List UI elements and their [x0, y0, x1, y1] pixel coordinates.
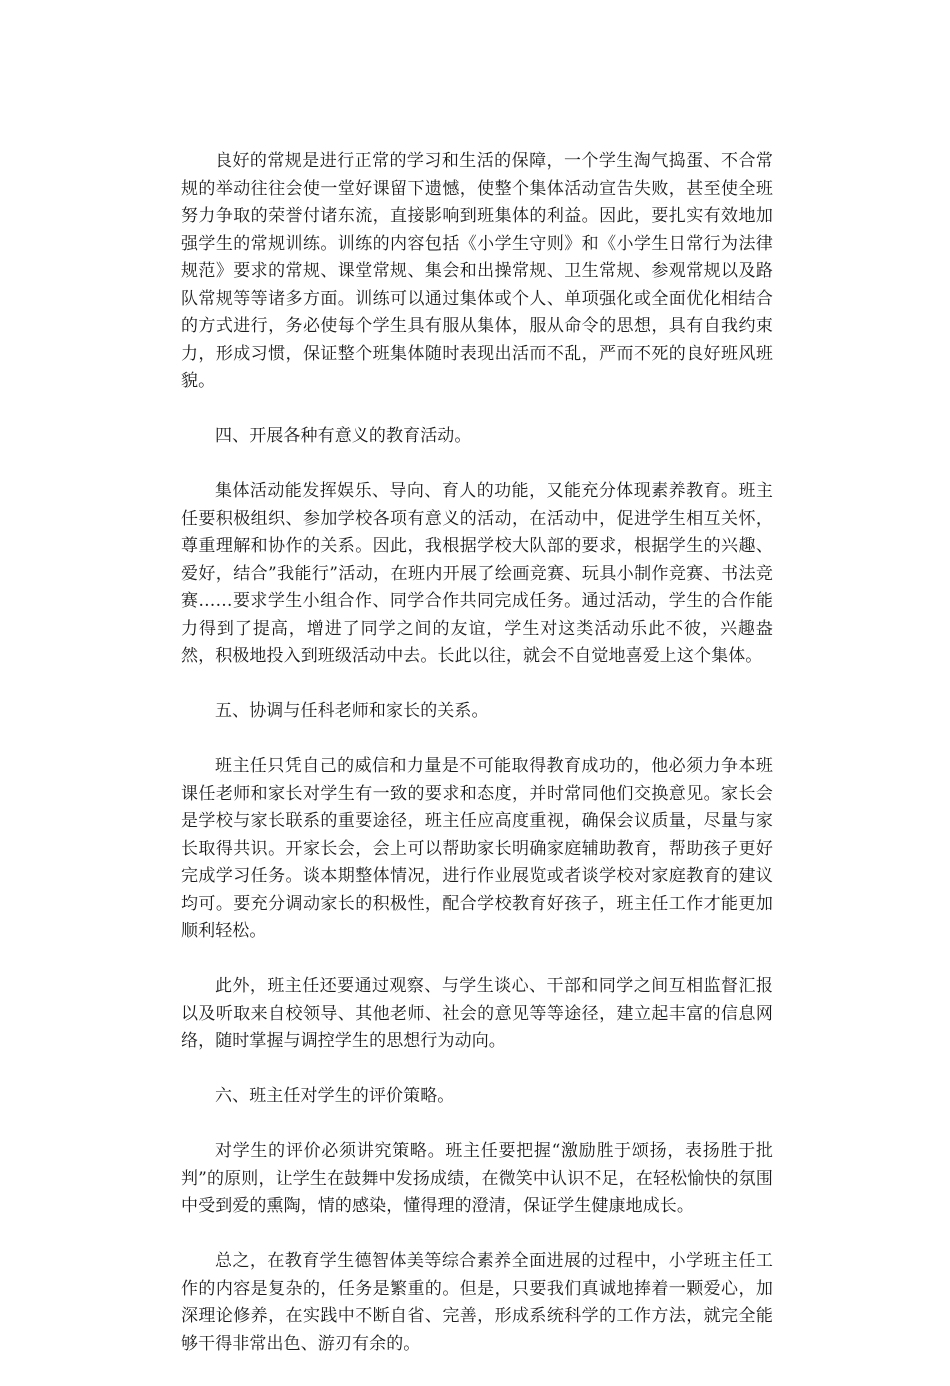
- paragraph-information-network: 此外，班主任还要通过观察、与学生谈心、干部和同学之间互相监督汇报以及听取来自校领导、其他老师、社会的意见等等途径，建立起丰富的信息网络，随时掌握与调控学生的思想行为动向。: [181, 976, 773, 1051]
- paragraph-conclusion: 总之，在教育学生德智体美等综合素养全面进展的过程中，小学班主任工作的内容是复杂的，任务是繁重的。但是，只要我们真诚地捧着一颗爱心，加深理论修养，在实践中不断自省、完善，形成系统科学的工作方法，就完全能够干得非常出色、游刃有余的。: [181, 1251, 773, 1354]
- section-heading-6: 六、班主任对学生的评价策略。: [215, 1086, 455, 1106]
- paragraph-routine-training: 良好的常规是进行正常的学习和生活的保障，一个学生淘气捣蛋、不合常规的举动往往会使一堂好课留下遗憾，使整个集体活动宣告失败，甚至使全班努力争取的荣誉付诸东流，直接影响到班集体的利益。因此，要扎实有效地加强学生的常规训练。训练的内容包括《小学生守则》和《小学生日常行为法律规范》要求的常规、课堂常规、集会和出操常规、卫生常规、参观常规以及路队常规等等诸多方面。训练可以通过集体或个人、单项强化或全面优化相结合的方式进行，务必使每个学生具有服从集体，服从命令的思想，具有自我约束力，形成习惯，保证整个班集体随时表现出活而不乱，严而不死的良好班风班貌。: [181, 151, 773, 391]
- section-heading-5: 五、协调与任科老师和家长的关系。: [215, 701, 489, 721]
- document-body: [181, 148, 773, 1386]
- paragraph-collective-activities: 集体活动能发挥娱乐、导向、育人的功能，又能充分体现素养教育。班主任要积极组织、参加学校各项有意义的活动，在活动中，促进学生相互关怀，尊重理解和协作的关系。因此，我根据学校大队部的要求，根据学生的兴趣、爱好，结合”我能行”活动，在班内开展了绘画竞赛、玩具小制作竞赛、书法竞赛……要求学生小组合作、同学合作共同完成任务。通过活动，学生的合作能力得到了提高，增进了同学之间的友谊，学生对这类活动乐此不彼，兴趣盎然，积极地投入到班级活动中去。长此以往，就会不自觉地喜爱上这个集体。: [181, 481, 773, 666]
- paragraph-teachers-parents: 班主任只凭自己的威信和力量是不可能取得教育成功的，他必须力争本班课任老师和家长对学生有一致的要求和态度，并时常同他们交换意见。家长会是学校与家长联系的重要途径，班主任应高度重视，确保会议质量，尽量与家长取得共识。开家长会，会上可以帮助家长明确家庭辅助教育，帮助孩子更好完成学习任务。谈本期整体情况，进行作业展览或者谈学校对家庭教育的建议均可。要充分调动家长的积极性，配合学校教育好孩子，班主任工作才能更加顺利轻松。: [181, 756, 773, 941]
- paragraph-evaluation-strategy: 对学生的评价必须讲究策略。班主任要把握“激励胜于颂扬，表扬胜于批判”的原则，让学生在鼓舞中发扬成绩，在微笑中认识不足，在轻松愉快的氛围中受到爱的熏陶，情的感染，懂得理的澄清，保证学生健康地成长。: [181, 1141, 773, 1216]
- section-heading-4: 四、开展各种有意义的教育活动。: [215, 426, 472, 446]
